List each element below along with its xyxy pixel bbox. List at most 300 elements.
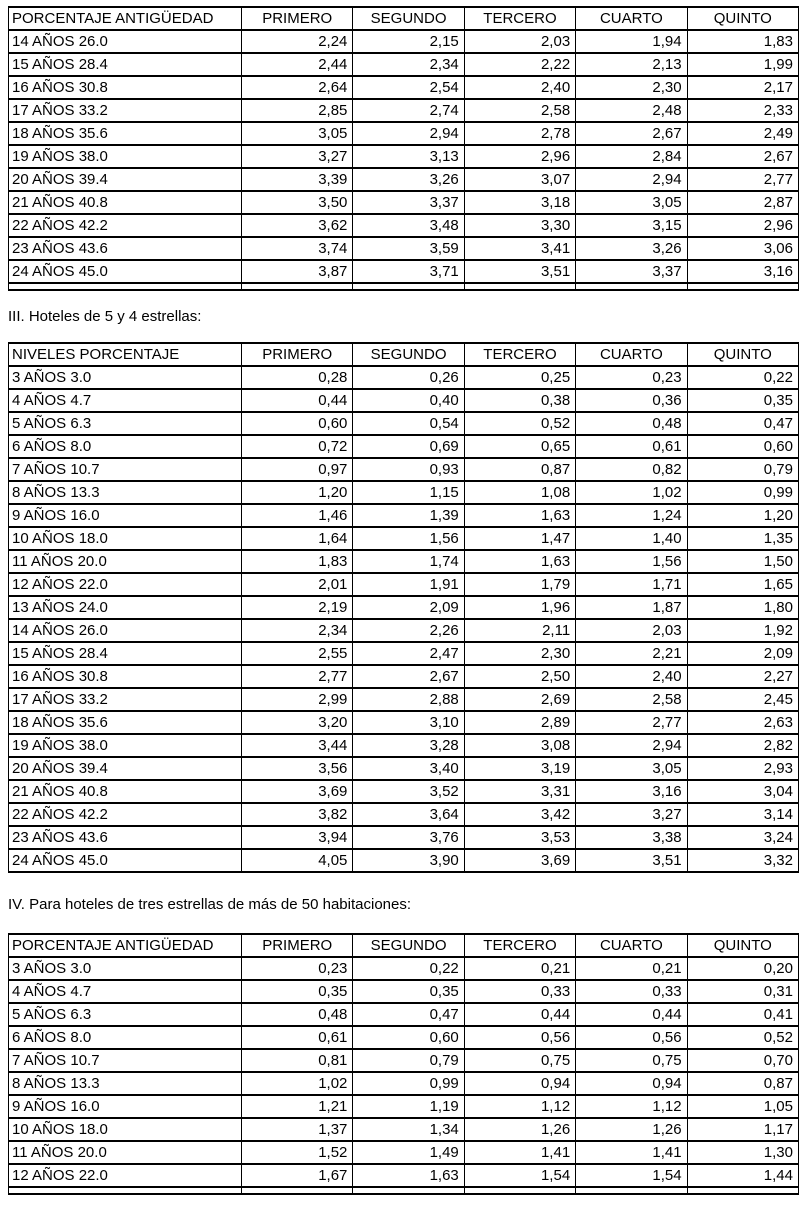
value-cell: 1,63 bbox=[464, 550, 575, 573]
value-cell: 3,16 bbox=[687, 260, 798, 283]
value-cell: 1,92 bbox=[687, 619, 798, 642]
value-cell: 0,47 bbox=[687, 412, 798, 435]
value-cell: 1,39 bbox=[353, 504, 464, 527]
table-row bbox=[9, 237, 799, 260]
value-cell: 1,37 bbox=[242, 1118, 353, 1141]
table-row bbox=[9, 504, 799, 527]
value-cell: 0,33 bbox=[576, 980, 687, 1003]
value-cell: 2,21 bbox=[576, 642, 687, 665]
value-cell: 3,82 bbox=[242, 803, 353, 826]
value-cell: 1,47 bbox=[464, 527, 575, 550]
column-header: SEGUNDO bbox=[353, 934, 464, 957]
empty-cell bbox=[687, 1187, 798, 1194]
row-label-cell: 13 AÑOS 24.0 bbox=[9, 596, 242, 619]
table-row bbox=[9, 1049, 799, 1072]
empty-cell bbox=[353, 1187, 464, 1194]
column-header: NIVELES PORCENTAJE bbox=[9, 343, 242, 366]
row-label-cell: 21 AÑOS 40.8 bbox=[9, 191, 242, 214]
table-row bbox=[9, 458, 799, 481]
value-cell: 0,99 bbox=[687, 481, 798, 504]
row-label-cell: 24 AÑOS 45.0 bbox=[9, 849, 242, 872]
row-label-cell: 20 AÑOS 39.4 bbox=[9, 757, 242, 780]
section-heading-iii: III. Hoteles de 5 y 4 estrellas: bbox=[8, 308, 202, 325]
column-header: PRIMERO bbox=[242, 343, 353, 366]
value-cell: 2,63 bbox=[687, 711, 798, 734]
row-label-cell: 14 AÑOS 26.0 bbox=[9, 30, 242, 53]
value-cell: 2,30 bbox=[464, 642, 575, 665]
column-header: QUINTO bbox=[687, 934, 798, 957]
value-cell: 0,87 bbox=[687, 1072, 798, 1095]
table-header-row bbox=[9, 343, 799, 366]
value-cell: 2,96 bbox=[687, 214, 798, 237]
value-cell: 2,34 bbox=[353, 53, 464, 76]
value-cell: 3,41 bbox=[464, 237, 575, 260]
value-cell: 2,15 bbox=[353, 30, 464, 53]
value-cell: 2,74 bbox=[353, 99, 464, 122]
table-row bbox=[9, 191, 799, 214]
value-cell: 2,40 bbox=[576, 665, 687, 688]
value-cell: 2,69 bbox=[464, 688, 575, 711]
table-row bbox=[9, 366, 799, 389]
value-cell: 3,76 bbox=[353, 826, 464, 849]
value-cell: 2,77 bbox=[687, 168, 798, 191]
value-cell: 0,21 bbox=[576, 957, 687, 980]
row-label-cell: 7 AÑOS 10.7 bbox=[9, 458, 242, 481]
value-cell: 3,56 bbox=[242, 757, 353, 780]
value-cell: 1,63 bbox=[464, 504, 575, 527]
value-cell: 2,27 bbox=[687, 665, 798, 688]
table-row bbox=[9, 957, 799, 980]
value-cell: 2,67 bbox=[576, 122, 687, 145]
column-header: QUINTO bbox=[687, 7, 798, 30]
column-header: PRIMERO bbox=[242, 934, 353, 957]
value-cell: 3,16 bbox=[576, 780, 687, 803]
value-cell: 2,09 bbox=[687, 642, 798, 665]
table-row bbox=[9, 481, 799, 504]
clipped-empty-row bbox=[9, 1187, 799, 1194]
value-cell: 2,34 bbox=[242, 619, 353, 642]
value-cell: 0,23 bbox=[242, 957, 353, 980]
value-cell: 3,26 bbox=[353, 168, 464, 191]
value-cell: 1,19 bbox=[353, 1095, 464, 1118]
value-cell: 2,09 bbox=[353, 596, 464, 619]
column-header: CUARTO bbox=[576, 934, 687, 957]
value-cell: 3,24 bbox=[687, 826, 798, 849]
column-header: CUARTO bbox=[576, 7, 687, 30]
value-cell: 0,31 bbox=[687, 980, 798, 1003]
row-label-cell: 24 AÑOS 45.0 bbox=[9, 260, 242, 283]
value-cell: 0,36 bbox=[576, 389, 687, 412]
table-antiguedad-top bbox=[8, 6, 799, 291]
row-label-cell: 21 AÑOS 40.8 bbox=[9, 780, 242, 803]
value-cell: 3,69 bbox=[242, 780, 353, 803]
table-row bbox=[9, 389, 799, 412]
table-row bbox=[9, 1141, 799, 1164]
value-cell: 3,37 bbox=[353, 191, 464, 214]
value-cell: 2,01 bbox=[242, 573, 353, 596]
value-cell: 0,93 bbox=[353, 458, 464, 481]
value-cell: 1,12 bbox=[464, 1095, 575, 1118]
value-cell: 2,33 bbox=[687, 99, 798, 122]
value-cell: 0,87 bbox=[464, 458, 575, 481]
value-cell: 3,19 bbox=[464, 757, 575, 780]
value-cell: 1,94 bbox=[576, 30, 687, 53]
value-cell: 2,03 bbox=[576, 619, 687, 642]
value-cell: 1,26 bbox=[576, 1118, 687, 1141]
table-row bbox=[9, 260, 799, 283]
table-row bbox=[9, 1003, 799, 1026]
row-label-cell: 22 AÑOS 42.2 bbox=[9, 803, 242, 826]
column-header: CUARTO bbox=[576, 343, 687, 366]
value-cell: 0,72 bbox=[242, 435, 353, 458]
value-cell: 1,12 bbox=[576, 1095, 687, 1118]
row-label-cell: 16 AÑOS 30.8 bbox=[9, 665, 242, 688]
value-cell: 3,59 bbox=[353, 237, 464, 260]
value-cell: 0,21 bbox=[464, 957, 575, 980]
value-cell: 3,42 bbox=[464, 803, 575, 826]
value-cell: 3,14 bbox=[687, 803, 798, 826]
value-cell: 2,13 bbox=[576, 53, 687, 76]
value-cell: 3,28 bbox=[353, 734, 464, 757]
value-cell: 1,02 bbox=[576, 481, 687, 504]
value-cell: 1,91 bbox=[353, 573, 464, 596]
row-label-cell: 4 AÑOS 4.7 bbox=[9, 389, 242, 412]
value-cell: 2,67 bbox=[687, 145, 798, 168]
value-cell: 0,52 bbox=[464, 412, 575, 435]
value-cell: 2,45 bbox=[687, 688, 798, 711]
row-label-cell: 3 AÑOS 3.0 bbox=[9, 957, 242, 980]
value-cell: 3,05 bbox=[242, 122, 353, 145]
value-cell: 3,48 bbox=[353, 214, 464, 237]
clipped-empty-row bbox=[9, 283, 799, 290]
value-cell: 3,20 bbox=[242, 711, 353, 734]
value-cell: 2,03 bbox=[464, 30, 575, 53]
value-cell: 2,58 bbox=[576, 688, 687, 711]
value-cell: 0,40 bbox=[353, 389, 464, 412]
row-label-cell: 8 AÑOS 13.3 bbox=[9, 1072, 242, 1095]
value-cell: 3,69 bbox=[464, 849, 575, 872]
row-label-cell: 12 AÑOS 22.0 bbox=[9, 573, 242, 596]
value-cell: 0,44 bbox=[242, 389, 353, 412]
value-cell: 1,35 bbox=[687, 527, 798, 550]
column-header: TERCERO bbox=[464, 343, 575, 366]
table-row bbox=[9, 527, 799, 550]
value-cell: 3,10 bbox=[353, 711, 464, 734]
value-cell: 2,64 bbox=[242, 76, 353, 99]
value-cell: 0,41 bbox=[687, 1003, 798, 1026]
value-cell: 2,78 bbox=[464, 122, 575, 145]
row-label-cell: 18 AÑOS 35.6 bbox=[9, 122, 242, 145]
column-header: SEGUNDO bbox=[353, 7, 464, 30]
value-cell: 1,87 bbox=[576, 596, 687, 619]
value-cell: 0,38 bbox=[464, 389, 575, 412]
value-cell: 0,79 bbox=[687, 458, 798, 481]
column-header: TERCERO bbox=[464, 934, 575, 957]
value-cell: 2,77 bbox=[576, 711, 687, 734]
value-cell: 0,65 bbox=[464, 435, 575, 458]
value-cell: 1,24 bbox=[576, 504, 687, 527]
value-cell: 1,96 bbox=[464, 596, 575, 619]
value-cell: 3,06 bbox=[687, 237, 798, 260]
row-label-cell: 6 AÑOS 8.0 bbox=[9, 435, 242, 458]
value-cell: 3,05 bbox=[576, 191, 687, 214]
value-cell: 0,28 bbox=[242, 366, 353, 389]
value-cell: 1,15 bbox=[353, 481, 464, 504]
table-row bbox=[9, 803, 799, 826]
value-cell: 1,65 bbox=[687, 573, 798, 596]
value-cell: 0,97 bbox=[242, 458, 353, 481]
value-cell: 0,22 bbox=[353, 957, 464, 980]
empty-cell bbox=[464, 283, 575, 290]
value-cell: 2,30 bbox=[576, 76, 687, 99]
empty-cell bbox=[242, 1187, 353, 1194]
row-label-cell: 7 AÑOS 10.7 bbox=[9, 1049, 242, 1072]
value-cell: 2,11 bbox=[464, 619, 575, 642]
value-cell: 2,67 bbox=[353, 665, 464, 688]
table-row bbox=[9, 1118, 799, 1141]
value-cell: 2,85 bbox=[242, 99, 353, 122]
value-cell: 0,69 bbox=[353, 435, 464, 458]
value-cell: 2,84 bbox=[576, 145, 687, 168]
row-label-cell: 19 AÑOS 38.0 bbox=[9, 145, 242, 168]
table-row bbox=[9, 849, 799, 872]
value-cell: 2,47 bbox=[353, 642, 464, 665]
row-label-cell: 22 AÑOS 42.2 bbox=[9, 214, 242, 237]
value-cell: 3,44 bbox=[242, 734, 353, 757]
value-cell: 0,25 bbox=[464, 366, 575, 389]
value-cell: 0,75 bbox=[576, 1049, 687, 1072]
value-cell: 2,22 bbox=[464, 53, 575, 76]
value-cell: 2,17 bbox=[687, 76, 798, 99]
value-cell: 0,60 bbox=[687, 435, 798, 458]
value-cell: 2,82 bbox=[687, 734, 798, 757]
table-row bbox=[9, 550, 799, 573]
value-cell: 0,56 bbox=[576, 1026, 687, 1049]
value-cell: 4,05 bbox=[242, 849, 353, 872]
table-row bbox=[9, 711, 799, 734]
value-cell: 1,40 bbox=[576, 527, 687, 550]
value-cell: 3,50 bbox=[242, 191, 353, 214]
value-cell: 2,77 bbox=[242, 665, 353, 688]
value-cell: 0,47 bbox=[353, 1003, 464, 1026]
value-cell: 0,33 bbox=[464, 980, 575, 1003]
value-cell: 2,94 bbox=[576, 734, 687, 757]
value-cell: 2,58 bbox=[464, 99, 575, 122]
value-cell: 1,80 bbox=[687, 596, 798, 619]
column-header: QUINTO bbox=[687, 343, 798, 366]
table-row bbox=[9, 53, 799, 76]
value-cell: 3,53 bbox=[464, 826, 575, 849]
table-row bbox=[9, 688, 799, 711]
value-cell: 0,22 bbox=[687, 366, 798, 389]
value-cell: 3,13 bbox=[353, 145, 464, 168]
row-label-cell: 11 AÑOS 20.0 bbox=[9, 550, 242, 573]
table-row bbox=[9, 214, 799, 237]
value-cell: 2,87 bbox=[687, 191, 798, 214]
value-cell: 1,83 bbox=[687, 30, 798, 53]
table-row bbox=[9, 596, 799, 619]
value-cell: 1,56 bbox=[576, 550, 687, 573]
value-cell: 1,71 bbox=[576, 573, 687, 596]
empty-cell bbox=[576, 283, 687, 290]
value-cell: 1,49 bbox=[353, 1141, 464, 1164]
value-cell: 0,35 bbox=[353, 980, 464, 1003]
table-row bbox=[9, 99, 799, 122]
value-cell: 1,50 bbox=[687, 550, 798, 573]
value-cell: 1,67 bbox=[242, 1164, 353, 1187]
table-row bbox=[9, 145, 799, 168]
value-cell: 2,19 bbox=[242, 596, 353, 619]
value-cell: 1,79 bbox=[464, 573, 575, 596]
value-cell: 1,17 bbox=[687, 1118, 798, 1141]
row-label-cell: 15 AÑOS 28.4 bbox=[9, 53, 242, 76]
table-row bbox=[9, 757, 799, 780]
row-label-cell: 3 AÑOS 3.0 bbox=[9, 366, 242, 389]
value-cell: 1,20 bbox=[242, 481, 353, 504]
value-cell: 0,94 bbox=[576, 1072, 687, 1095]
value-cell: 0,60 bbox=[353, 1026, 464, 1049]
row-label-cell: 11 AÑOS 20.0 bbox=[9, 1141, 242, 1164]
row-label-cell: 8 AÑOS 13.3 bbox=[9, 481, 242, 504]
value-cell: 2,54 bbox=[353, 76, 464, 99]
row-label-cell: 18 AÑOS 35.6 bbox=[9, 711, 242, 734]
value-cell: 1,52 bbox=[242, 1141, 353, 1164]
value-cell: 0,56 bbox=[464, 1026, 575, 1049]
row-label-cell: 12 AÑOS 22.0 bbox=[9, 1164, 242, 1187]
value-cell: 2,99 bbox=[242, 688, 353, 711]
row-label-cell: 9 AÑOS 16.0 bbox=[9, 504, 242, 527]
value-cell: 3,52 bbox=[353, 780, 464, 803]
table-row bbox=[9, 665, 799, 688]
value-cell: 3,90 bbox=[353, 849, 464, 872]
value-cell: 3,32 bbox=[687, 849, 798, 872]
value-cell: 1,21 bbox=[242, 1095, 353, 1118]
value-cell: 1,26 bbox=[464, 1118, 575, 1141]
value-cell: 2,94 bbox=[353, 122, 464, 145]
value-cell: 3,04 bbox=[687, 780, 798, 803]
value-cell: 2,48 bbox=[576, 99, 687, 122]
value-cell: 1,74 bbox=[353, 550, 464, 573]
value-cell: 2,94 bbox=[576, 168, 687, 191]
table-row bbox=[9, 122, 799, 145]
row-label-cell: 9 AÑOS 16.0 bbox=[9, 1095, 242, 1118]
value-cell: 3,74 bbox=[242, 237, 353, 260]
value-cell: 3,64 bbox=[353, 803, 464, 826]
value-cell: 1,64 bbox=[242, 527, 353, 550]
row-label-cell: 5 AÑOS 6.3 bbox=[9, 1003, 242, 1026]
value-cell: 0,94 bbox=[464, 1072, 575, 1095]
row-label-cell: 10 AÑOS 18.0 bbox=[9, 1118, 242, 1141]
column-header: SEGUNDO bbox=[353, 343, 464, 366]
column-header: PORCENTAJE ANTIGÜEDAD bbox=[9, 934, 242, 957]
table-row bbox=[9, 826, 799, 849]
empty-cell bbox=[687, 283, 798, 290]
value-cell: 0,52 bbox=[687, 1026, 798, 1049]
value-cell: 1,30 bbox=[687, 1141, 798, 1164]
empty-cell bbox=[242, 283, 353, 290]
table-row bbox=[9, 980, 799, 1003]
row-label-cell: 19 AÑOS 38.0 bbox=[9, 734, 242, 757]
value-cell: 1,56 bbox=[353, 527, 464, 550]
value-cell: 3,51 bbox=[576, 849, 687, 872]
value-cell: 1,99 bbox=[687, 53, 798, 76]
value-cell: 3,37 bbox=[576, 260, 687, 283]
empty-cell bbox=[9, 1187, 242, 1194]
value-cell: 3,07 bbox=[464, 168, 575, 191]
value-cell: 0,99 bbox=[353, 1072, 464, 1095]
value-cell: 0,79 bbox=[353, 1049, 464, 1072]
value-cell: 3,40 bbox=[353, 757, 464, 780]
table-row bbox=[9, 412, 799, 435]
value-cell: 0,48 bbox=[242, 1003, 353, 1026]
table-row bbox=[9, 1095, 799, 1118]
table-hoteles-5-4-estrellas bbox=[8, 342, 799, 873]
row-label-cell: 5 AÑOS 6.3 bbox=[9, 412, 242, 435]
value-cell: 3,05 bbox=[576, 757, 687, 780]
row-label-cell: 14 AÑOS 26.0 bbox=[9, 619, 242, 642]
value-cell: 1,05 bbox=[687, 1095, 798, 1118]
value-cell: 2,96 bbox=[464, 145, 575, 168]
value-cell: 0,70 bbox=[687, 1049, 798, 1072]
table-header-row bbox=[9, 7, 799, 30]
value-cell: 2,93 bbox=[687, 757, 798, 780]
row-label-cell: 20 AÑOS 39.4 bbox=[9, 168, 242, 191]
value-cell: 1,34 bbox=[353, 1118, 464, 1141]
value-cell: 1,41 bbox=[576, 1141, 687, 1164]
value-cell: 0,35 bbox=[242, 980, 353, 1003]
empty-cell bbox=[9, 283, 242, 290]
empty-cell bbox=[464, 1187, 575, 1194]
value-cell: 0,61 bbox=[242, 1026, 353, 1049]
row-label-cell: 23 AÑOS 43.6 bbox=[9, 237, 242, 260]
value-cell: 3,15 bbox=[576, 214, 687, 237]
value-cell: 2,50 bbox=[464, 665, 575, 688]
value-cell: 1,54 bbox=[464, 1164, 575, 1187]
value-cell: 0,26 bbox=[353, 366, 464, 389]
value-cell: 0,54 bbox=[353, 412, 464, 435]
value-cell: 3,27 bbox=[242, 145, 353, 168]
column-header: PORCENTAJE ANTIGÜEDAD bbox=[9, 7, 242, 30]
value-cell: 2,89 bbox=[464, 711, 575, 734]
value-cell: 1,02 bbox=[242, 1072, 353, 1095]
table-row bbox=[9, 619, 799, 642]
value-cell: 1,83 bbox=[242, 550, 353, 573]
value-cell: 1,08 bbox=[464, 481, 575, 504]
value-cell: 2,88 bbox=[353, 688, 464, 711]
row-label-cell: 6 AÑOS 8.0 bbox=[9, 1026, 242, 1049]
row-label-cell: 15 AÑOS 28.4 bbox=[9, 642, 242, 665]
value-cell: 0,35 bbox=[687, 389, 798, 412]
table-row bbox=[9, 1164, 799, 1187]
value-cell: 3,87 bbox=[242, 260, 353, 283]
empty-cell bbox=[353, 283, 464, 290]
value-cell: 1,44 bbox=[687, 1164, 798, 1187]
row-label-cell: 17 AÑOS 33.2 bbox=[9, 99, 242, 122]
value-cell: 2,26 bbox=[353, 619, 464, 642]
value-cell: 2,49 bbox=[687, 122, 798, 145]
value-cell: 0,82 bbox=[576, 458, 687, 481]
value-cell: 3,38 bbox=[576, 826, 687, 849]
value-cell: 0,44 bbox=[464, 1003, 575, 1026]
value-cell: 3,39 bbox=[242, 168, 353, 191]
value-cell: 3,62 bbox=[242, 214, 353, 237]
table-row bbox=[9, 1026, 799, 1049]
table-hoteles-3-estrellas-50-habitaciones bbox=[8, 933, 799, 1195]
value-cell: 0,60 bbox=[242, 412, 353, 435]
table-row bbox=[9, 76, 799, 99]
value-cell: 0,75 bbox=[464, 1049, 575, 1072]
row-label-cell: 23 AÑOS 43.6 bbox=[9, 826, 242, 849]
